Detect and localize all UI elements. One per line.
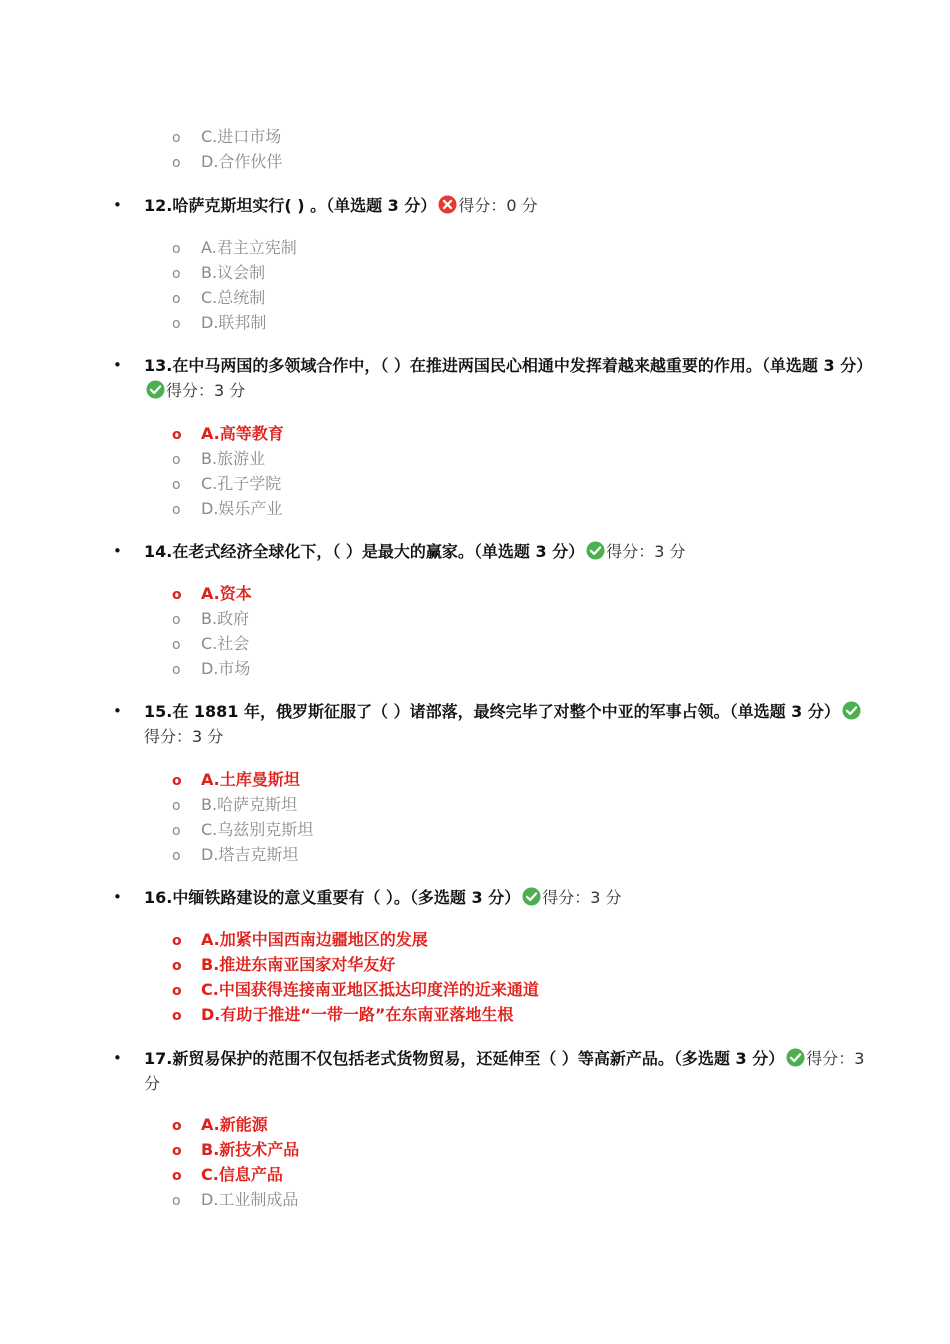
question-text-block: [144, 539, 873, 564]
option-label: C.社会: [201, 634, 250, 653]
option-bullet: o: [172, 958, 182, 974]
option-item-selected[interactable]: [172, 1137, 299, 1162]
option-bullet: o: [172, 266, 181, 282]
option-label: C.进口市场: [201, 127, 282, 146]
option-item[interactable]: [172, 1187, 299, 1212]
option-label: D.娱乐产业: [201, 499, 283, 518]
question-text: 16.中缅铁路建设的意义重要有（ ）。（多选题 3 分）: [144, 888, 521, 907]
check-circle-icon: [522, 887, 541, 906]
option-item[interactable]: [172, 656, 252, 681]
option-bullet: o: [172, 823, 181, 839]
top-option-list: [172, 124, 282, 174]
score-text: 得分：3 分: [144, 727, 224, 746]
option-bullet: o: [172, 773, 182, 789]
question-text-block: [144, 885, 873, 910]
question-text: 12.哈萨克斯坦实行( ) 。（单选题 3 分）: [144, 196, 437, 215]
question-bullet: •: [113, 1049, 122, 1067]
question-bullet: •: [113, 702, 122, 720]
question-item: [113, 885, 873, 910]
option-list: [172, 927, 539, 1027]
option-label: A.资本: [201, 584, 252, 603]
question-text-block: [144, 699, 873, 749]
score-text: 得分：3 分: [542, 888, 622, 907]
option-label: A.高等教育: [201, 424, 284, 443]
score-text: 得分：3 分: [144, 1049, 865, 1093]
option-label: C.中国获得连接南亚地区抵达印度洋的近来通道: [201, 980, 539, 999]
option-item[interactable]: [172, 471, 284, 496]
option-item-selected[interactable]: [172, 977, 539, 1002]
option-bullet: o: [172, 452, 181, 468]
option-label: B.新技术产品: [201, 1140, 300, 1159]
option-list: [172, 421, 284, 521]
option-label: C.总统制: [201, 288, 266, 307]
question-item: [113, 353, 873, 403]
option-label: C.信息产品: [201, 1165, 283, 1184]
check-circle-icon: [786, 1048, 805, 1067]
option-label: D.有助于推进“一带一路”在东南亚落地生根: [201, 1005, 514, 1024]
option-label: B.议会制: [201, 263, 266, 282]
option-item-selected[interactable]: [172, 1002, 539, 1027]
option-item-selected[interactable]: [172, 1162, 299, 1187]
option-bullet: o: [172, 587, 182, 603]
option-bullet: o: [172, 637, 181, 653]
option-list: [172, 235, 297, 335]
option-list: [172, 581, 252, 681]
option-item[interactable]: [172, 124, 282, 149]
question-item: [113, 699, 873, 749]
option-bullet: o: [172, 427, 182, 443]
score-text: 得分：3 分: [166, 381, 246, 400]
question-text: 17.新贸易保护的范围不仅包括老式货物贸易，还延伸至（ ）等高新产品。（多选题 3 分）: [144, 1049, 785, 1068]
question-item: [113, 539, 873, 564]
question-text: 14.在老式经济全球化下，（ ）是最大的赢家。（单选题 3 分）: [144, 542, 585, 561]
score-text: 得分：3 分: [606, 542, 686, 561]
option-item[interactable]: [172, 792, 313, 817]
option-bullet: o: [172, 1193, 181, 1209]
option-item[interactable]: [172, 817, 313, 842]
option-bullet: o: [172, 612, 181, 628]
option-item-selected[interactable]: [172, 927, 539, 952]
option-bullet: o: [172, 155, 181, 171]
cross-circle-icon: [438, 195, 457, 214]
check-circle-icon: [586, 541, 605, 560]
option-bullet: o: [172, 1008, 182, 1024]
option-bullet: o: [172, 316, 181, 332]
option-bullet: o: [172, 241, 181, 257]
option-label: A.加紧中国西南边疆地区的发展: [201, 930, 428, 949]
option-bullet: o: [172, 933, 182, 949]
option-label: A.君主立宪制: [201, 238, 297, 257]
option-label: D.塔吉克斯坦: [201, 845, 299, 864]
question-item: [113, 193, 873, 218]
question-item: [113, 1046, 873, 1096]
option-label: D.工业制成品: [201, 1190, 299, 1209]
option-item[interactable]: [172, 606, 252, 631]
option-list: [172, 767, 313, 867]
question-bullet: •: [113, 542, 122, 560]
option-bullet: o: [172, 130, 181, 146]
question-bullet: •: [113, 888, 122, 906]
question-text: 15.在 1881 年，俄罗斯征服了（ ）诸部落，最终完毕了对整个中亚的军事占领。（单选题 3 分）: [144, 702, 840, 721]
option-bullet: o: [172, 798, 181, 814]
option-item-selected[interactable]: [172, 421, 284, 446]
option-item-selected[interactable]: [172, 767, 313, 792]
check-circle-icon: [146, 380, 165, 399]
option-bullet: o: [172, 1143, 182, 1159]
option-label: D.联邦制: [201, 313, 267, 332]
option-item-selected[interactable]: [172, 1112, 299, 1137]
option-label: A.新能源: [201, 1115, 268, 1134]
option-label: B.推进东南亚国家对华友好: [201, 955, 396, 974]
option-label: B.政府: [201, 609, 250, 628]
option-label: D.市场: [201, 659, 251, 678]
option-item[interactable]: [172, 496, 284, 521]
option-label: B.旅游业: [201, 449, 266, 468]
question-bullet: •: [113, 196, 122, 214]
option-label: D.合作伙伴: [201, 152, 283, 171]
option-bullet: o: [172, 477, 181, 493]
question-bullet: •: [113, 356, 122, 374]
option-item-selected[interactable]: [172, 581, 252, 606]
option-item[interactable]: [172, 235, 297, 260]
option-bullet: o: [172, 502, 181, 518]
option-label: C.乌兹别克斯坦: [201, 820, 314, 839]
option-label: A.土库曼斯坦: [201, 770, 300, 789]
option-item-selected[interactable]: [172, 952, 539, 977]
option-label: B.哈萨克斯坦: [201, 795, 298, 814]
option-item[interactable]: [172, 310, 297, 335]
option-item[interactable]: [172, 285, 297, 310]
option-item[interactable]: [172, 149, 282, 174]
option-bullet: o: [172, 848, 181, 864]
option-list: [172, 1112, 299, 1212]
option-bullet: o: [172, 983, 182, 999]
question-text-block: [144, 1046, 873, 1096]
option-label: C.孔子学院: [201, 474, 282, 493]
check-circle-icon: [842, 701, 861, 720]
question-text-block: [144, 353, 873, 403]
question-text-block: [144, 193, 873, 218]
option-item[interactable]: [172, 842, 313, 867]
option-item[interactable]: [172, 446, 284, 471]
option-bullet: o: [172, 662, 181, 678]
option-bullet: o: [172, 291, 181, 307]
option-item[interactable]: [172, 631, 252, 656]
option-bullet: o: [172, 1168, 182, 1184]
question-text: 13.在中马两国的多领域合作中，（ ）在推进两国民心相通中发挥着越来越重要的作用。（单选题 3 分）: [144, 356, 873, 375]
score-text: 得分：0 分: [458, 196, 538, 215]
option-bullet: o: [172, 1118, 182, 1134]
option-item[interactable]: [172, 260, 297, 285]
